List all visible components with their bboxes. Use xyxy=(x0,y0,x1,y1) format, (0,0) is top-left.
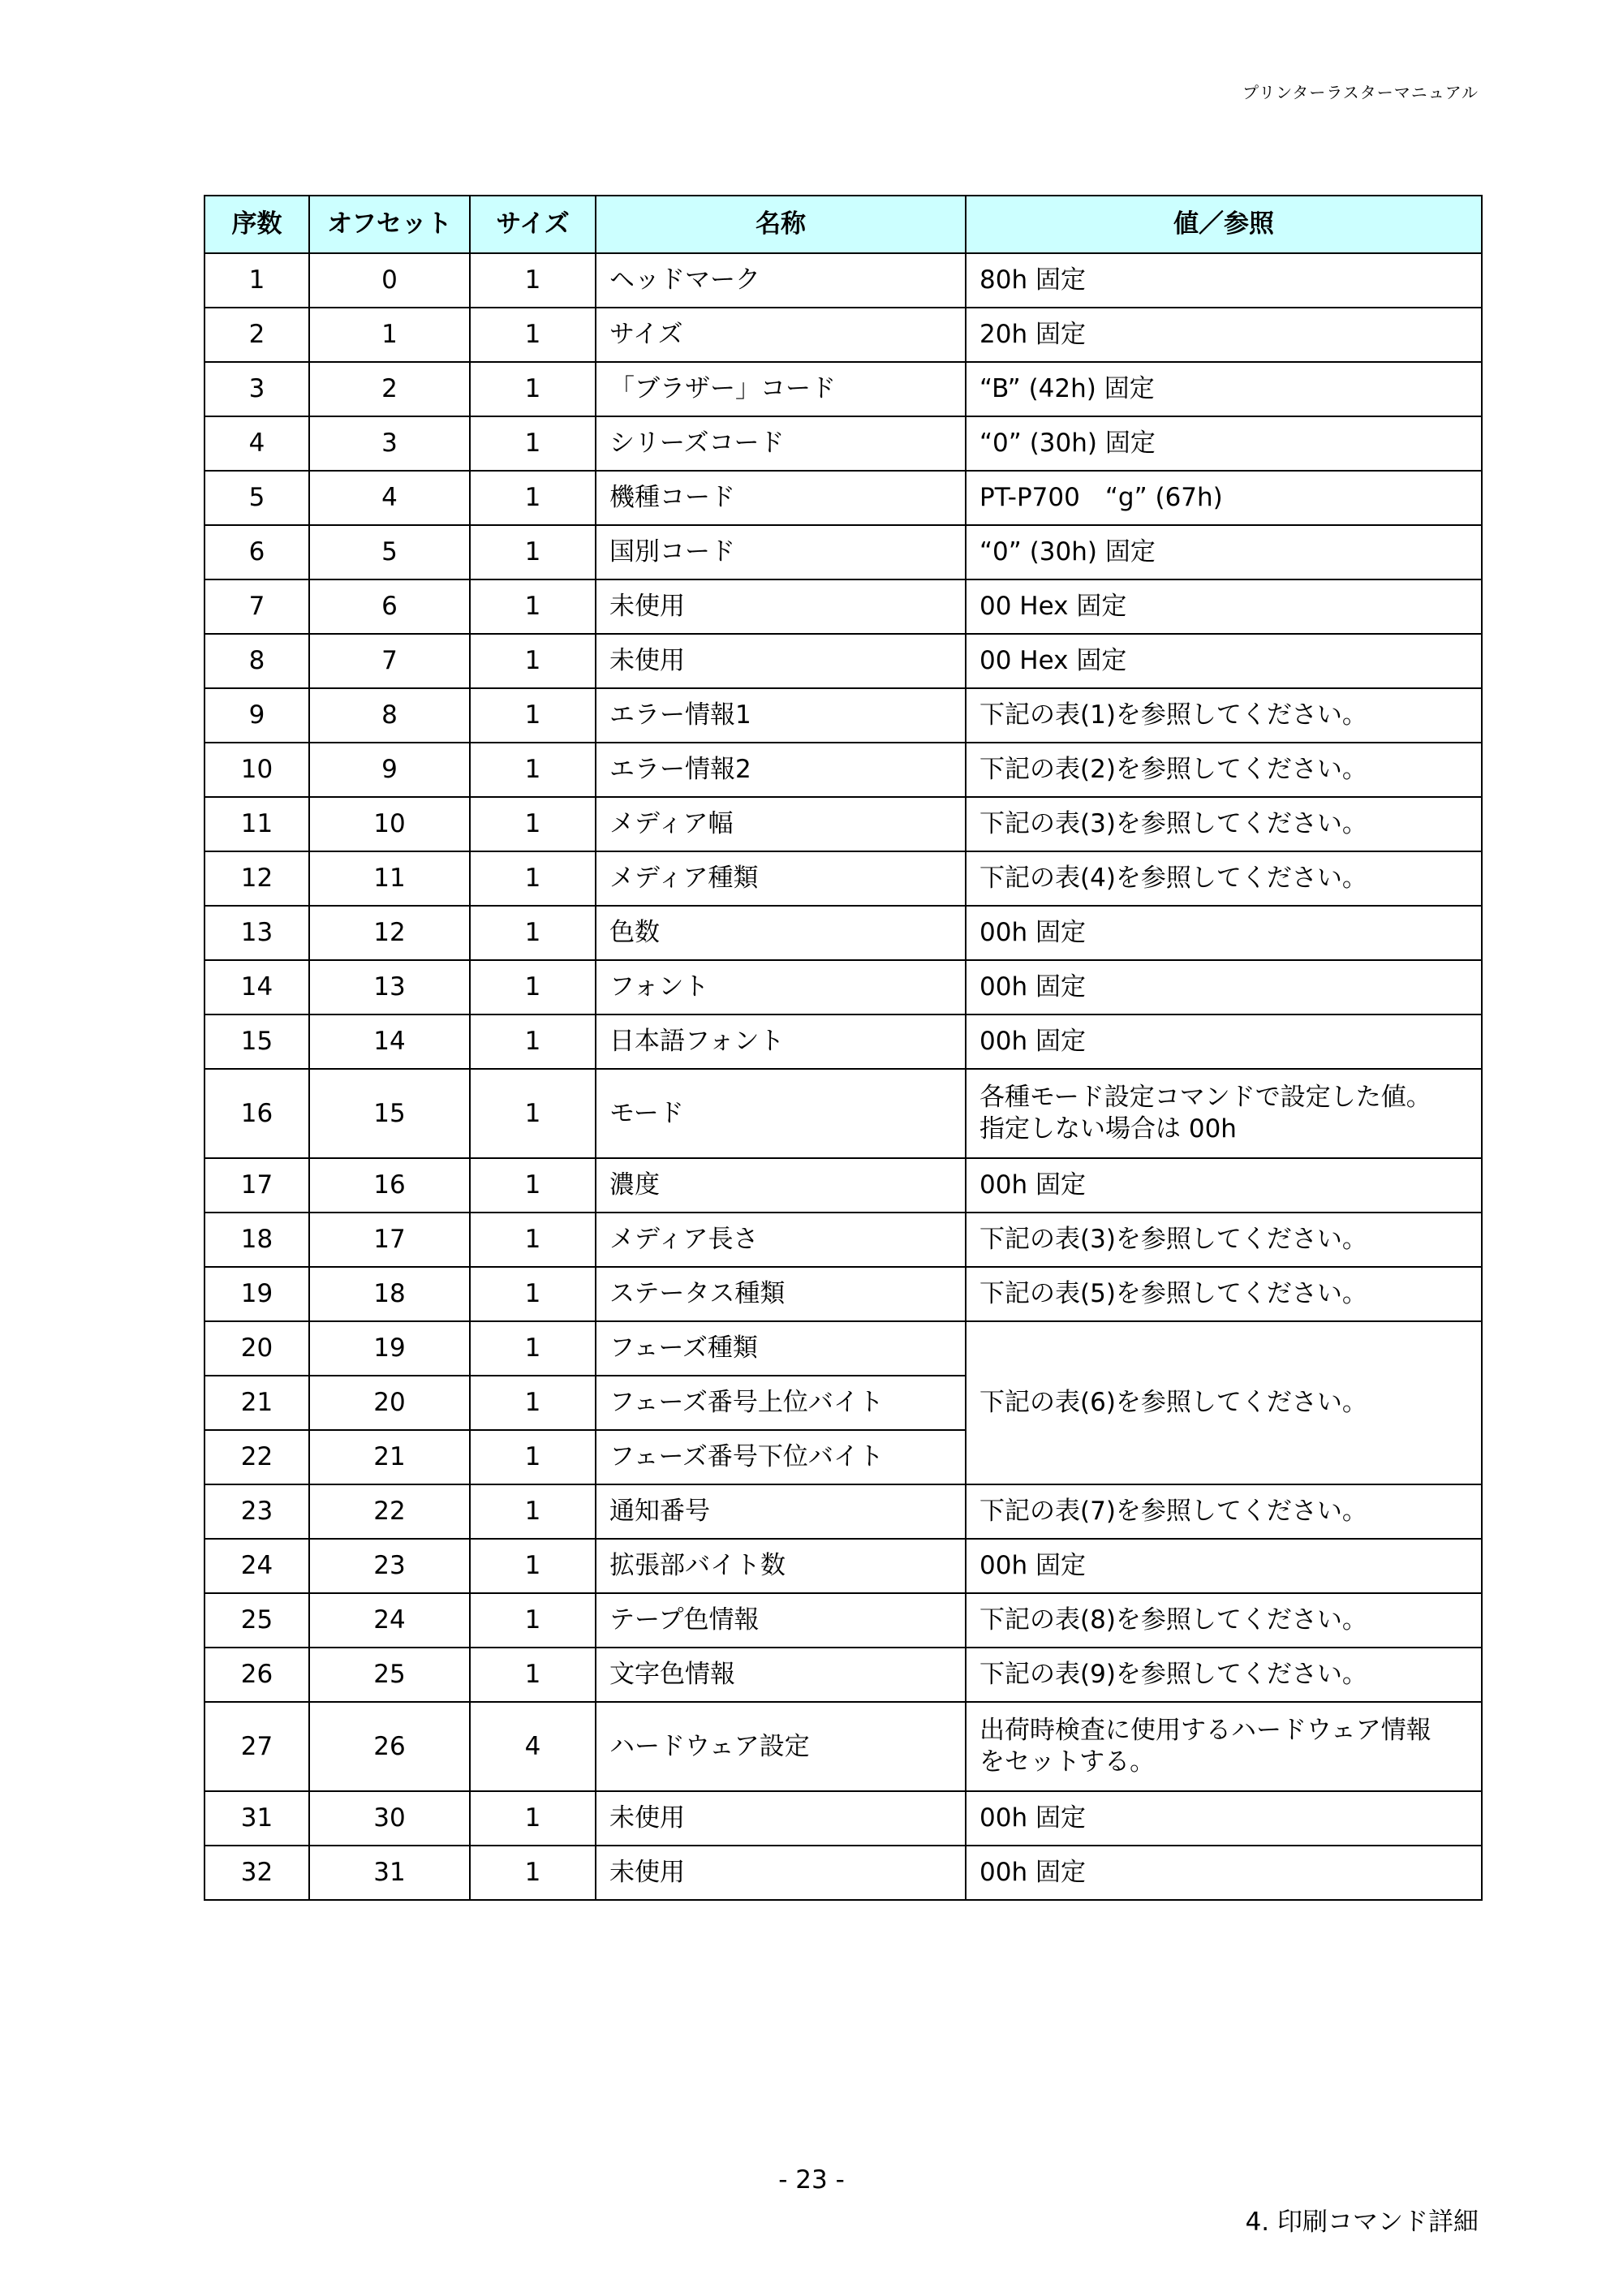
cell-offset: 18 xyxy=(309,1267,470,1321)
cell-name: ステータス種類 xyxy=(596,1267,966,1321)
cell-offset: 30 xyxy=(309,1791,470,1846)
cell-value: 下記の表(3)を参照してください。 xyxy=(966,797,1482,851)
cell-offset: 16 xyxy=(309,1158,470,1213)
table-row xyxy=(204,1539,1482,1593)
cell-size: 1 xyxy=(470,851,596,906)
document-header-title: プリンターラスターマニュアル xyxy=(1242,83,1479,102)
cell-name: 日本語フォント xyxy=(596,1014,966,1069)
cell-value: 下記の表(5)を参照してください。 xyxy=(966,1267,1482,1321)
cell-ordinal: 8 xyxy=(204,634,309,688)
cell-name: 未使用 xyxy=(596,579,966,634)
cell-ordinal: 17 xyxy=(204,1158,309,1213)
cell-size: 1 xyxy=(470,797,596,851)
cell-size: 1 xyxy=(470,1593,596,1648)
cell-offset: 17 xyxy=(309,1213,470,1267)
cell-name: 国別コード xyxy=(596,525,966,579)
cell-ordinal: 18 xyxy=(204,1213,309,1267)
cell-value: 00h 固定 xyxy=(966,1539,1482,1593)
cell-size: 1 xyxy=(470,1014,596,1069)
cell-offset: 13 xyxy=(309,960,470,1014)
cell-size: 1 xyxy=(470,1158,596,1213)
cell-name: 「ブラザー」コード xyxy=(596,362,966,416)
cell-name: メディア長さ xyxy=(596,1213,966,1267)
cell-name: モード xyxy=(596,1069,966,1158)
cell-offset: 19 xyxy=(309,1321,470,1376)
cell-offset: 7 xyxy=(309,634,470,688)
cell-value-merged: 下記の表(6)を参照してください。 xyxy=(966,1321,1482,1484)
table-header-row xyxy=(204,196,1482,253)
cell-offset: 5 xyxy=(309,525,470,579)
cell-offset: 6 xyxy=(309,579,470,634)
table-row xyxy=(204,308,1482,362)
cell-ordinal: 20 xyxy=(204,1321,309,1376)
cell-name: 拡張部バイト数 xyxy=(596,1539,966,1593)
cell-offset: 31 xyxy=(309,1846,470,1900)
table-row xyxy=(204,1484,1482,1539)
table-row xyxy=(204,1846,1482,1900)
table-row xyxy=(204,797,1482,851)
cell-offset: 4 xyxy=(309,471,470,525)
cell-ordinal: 9 xyxy=(204,688,309,743)
cell-offset: 9 xyxy=(309,743,470,797)
cell-value: 20h 固定 xyxy=(966,308,1482,362)
table-row xyxy=(204,851,1482,906)
cell-offset: 25 xyxy=(309,1648,470,1702)
table-row xyxy=(204,416,1482,471)
cell-offset: 15 xyxy=(309,1069,470,1158)
cell-ordinal: 15 xyxy=(204,1014,309,1069)
value-line: 出荷時検査に使用するハードウェア情報 xyxy=(979,1716,1431,1746)
cell-offset: 12 xyxy=(309,906,470,960)
table-row xyxy=(204,471,1482,525)
column-header-ordinal: 序数 xyxy=(204,196,309,253)
cell-value: 00h 固定 xyxy=(966,906,1482,960)
cell-value: 00 Hex 固定 xyxy=(966,579,1482,634)
cell-value: 下記の表(9)を参照してください。 xyxy=(966,1648,1482,1702)
cell-value: “B” (42h) 固定 xyxy=(966,362,1482,416)
cell-size: 1 xyxy=(470,743,596,797)
cell-value: 00 Hex 固定 xyxy=(966,634,1482,688)
cell-name: 未使用 xyxy=(596,634,966,688)
cell-name: ハードウェア設定 xyxy=(596,1702,966,1791)
cell-ordinal: 13 xyxy=(204,906,309,960)
cell-name: メディア種類 xyxy=(596,851,966,906)
cell-size: 1 xyxy=(470,1484,596,1539)
cell-ordinal: 19 xyxy=(204,1267,309,1321)
cell-ordinal: 26 xyxy=(204,1648,309,1702)
cell-value: 00h 固定 xyxy=(966,1158,1482,1213)
cell-name: 色数 xyxy=(596,906,966,960)
cell-size: 1 xyxy=(470,525,596,579)
cell-offset: 3 xyxy=(309,416,470,471)
table-row xyxy=(204,1791,1482,1846)
cell-value: “0” (30h) 固定 xyxy=(966,525,1482,579)
cell-size: 1 xyxy=(470,308,596,362)
cell-ordinal: 11 xyxy=(204,797,309,851)
cell-size: 1 xyxy=(470,1846,596,1900)
cell-name: テープ色情報 xyxy=(596,1593,966,1648)
column-header-size: サイズ xyxy=(470,196,596,253)
cell-name: 濃度 xyxy=(596,1158,966,1213)
cell-name: フェーズ番号上位バイト xyxy=(596,1376,966,1430)
table-row xyxy=(204,1593,1482,1648)
cell-ordinal: 24 xyxy=(204,1539,309,1593)
value-line: 指定しない場合は 00h xyxy=(979,1114,1237,1144)
table-row xyxy=(204,960,1482,1014)
cell-value xyxy=(966,1069,1482,1158)
cell-offset: 20 xyxy=(309,1376,470,1430)
cell-ordinal: 7 xyxy=(204,579,309,634)
cell-ordinal: 12 xyxy=(204,851,309,906)
cell-value: 下記の表(4)を参照してください。 xyxy=(966,851,1482,906)
cell-size: 1 xyxy=(470,1267,596,1321)
cell-size: 1 xyxy=(470,416,596,471)
cell-offset: 11 xyxy=(309,851,470,906)
table-row xyxy=(204,1069,1482,1158)
cell-value: 00h 固定 xyxy=(966,960,1482,1014)
cell-ordinal: 27 xyxy=(204,1702,309,1791)
cell-offset: 26 xyxy=(309,1702,470,1791)
cell-size: 4 xyxy=(470,1702,596,1791)
table-row xyxy=(204,1267,1482,1321)
cell-name: 通知番号 xyxy=(596,1484,966,1539)
table-row xyxy=(204,1014,1482,1069)
cell-value: 下記の表(3)を参照してください。 xyxy=(966,1213,1482,1267)
cell-offset: 22 xyxy=(309,1484,470,1539)
cell-offset: 24 xyxy=(309,1593,470,1648)
column-header-name: 名称 xyxy=(596,196,966,253)
cell-size: 1 xyxy=(470,1213,596,1267)
cell-size: 1 xyxy=(470,960,596,1014)
cell-ordinal: 25 xyxy=(204,1593,309,1648)
table-row xyxy=(204,1702,1482,1791)
table-row xyxy=(204,1158,1482,1213)
cell-name: ヘッドマーク xyxy=(596,253,966,308)
cell-name: 未使用 xyxy=(596,1846,966,1900)
cell-size: 1 xyxy=(470,1069,596,1158)
cell-ordinal: 6 xyxy=(204,525,309,579)
cell-size: 1 xyxy=(470,688,596,743)
cell-offset: 1 xyxy=(309,308,470,362)
cell-value: 00h 固定 xyxy=(966,1791,1482,1846)
cell-value: 下記の表(1)を参照してください。 xyxy=(966,688,1482,743)
cell-value: 80h 固定 xyxy=(966,253,1482,308)
cell-value: 00h 固定 xyxy=(966,1014,1482,1069)
table-row xyxy=(204,525,1482,579)
cell-ordinal: 14 xyxy=(204,960,309,1014)
table-row xyxy=(204,1213,1482,1267)
cell-ordinal: 2 xyxy=(204,308,309,362)
cell-offset: 10 xyxy=(309,797,470,851)
cell-size: 1 xyxy=(470,579,596,634)
cell-size: 1 xyxy=(470,1648,596,1702)
cell-size: 1 xyxy=(470,634,596,688)
cell-name: 未使用 xyxy=(596,1791,966,1846)
cell-ordinal: 5 xyxy=(204,471,309,525)
cell-offset: 23 xyxy=(309,1539,470,1593)
cell-size: 1 xyxy=(470,906,596,960)
table-row xyxy=(204,1648,1482,1702)
status-info-table xyxy=(204,195,1483,1901)
cell-ordinal: 21 xyxy=(204,1376,309,1430)
cell-name: メディア幅 xyxy=(596,797,966,851)
cell-offset: 21 xyxy=(309,1430,470,1484)
cell-size: 1 xyxy=(470,362,596,416)
cell-name: フェーズ番号下位バイト xyxy=(596,1430,966,1484)
table-row xyxy=(204,688,1482,743)
cell-value xyxy=(966,1702,1482,1791)
cell-size: 1 xyxy=(470,1791,596,1846)
cell-size: 1 xyxy=(470,253,596,308)
table-row xyxy=(204,362,1482,416)
cell-size: 1 xyxy=(470,1321,596,1376)
cell-ordinal: 4 xyxy=(204,416,309,471)
table-row xyxy=(204,906,1482,960)
cell-size: 1 xyxy=(470,1376,596,1430)
cell-ordinal: 1 xyxy=(204,253,309,308)
value-line: をセットする。 xyxy=(979,1747,1156,1777)
cell-ordinal: 31 xyxy=(204,1791,309,1846)
cell-ordinal: 10 xyxy=(204,743,309,797)
cell-value: PT-P700 “g” (67h) xyxy=(966,471,1482,525)
table-row xyxy=(204,743,1482,797)
cell-ordinal: 3 xyxy=(204,362,309,416)
cell-offset: 0 xyxy=(309,253,470,308)
cell-ordinal: 16 xyxy=(204,1069,309,1158)
page-number: - 23 - xyxy=(778,2165,845,2195)
cell-name: サイズ xyxy=(596,308,966,362)
cell-name: 文字色情報 xyxy=(596,1648,966,1702)
cell-name: エラー情報2 xyxy=(596,743,966,797)
cell-value: 00h 固定 xyxy=(966,1846,1482,1900)
cell-offset: 14 xyxy=(309,1014,470,1069)
value-line: 各種モード設定コマンドで設定した値。 xyxy=(979,1083,1431,1113)
cell-offset: 2 xyxy=(309,362,470,416)
cell-value: 下記の表(8)を参照してください。 xyxy=(966,1593,1482,1648)
cell-name: 機種コード xyxy=(596,471,966,525)
cell-name: フェーズ種類 xyxy=(596,1321,966,1376)
column-header-value: 値／参照 xyxy=(966,196,1482,253)
cell-size: 1 xyxy=(470,471,596,525)
column-header-offset: オフセット xyxy=(309,196,470,253)
table-row xyxy=(204,1321,1482,1376)
table-row xyxy=(204,634,1482,688)
cell-name: シリーズコード xyxy=(596,416,966,471)
cell-ordinal: 32 xyxy=(204,1846,309,1900)
cell-value: “0” (30h) 固定 xyxy=(966,416,1482,471)
table-row xyxy=(204,579,1482,634)
cell-size: 1 xyxy=(470,1539,596,1593)
cell-value: 下記の表(2)を参照してください。 xyxy=(966,743,1482,797)
cell-ordinal: 23 xyxy=(204,1484,309,1539)
cell-ordinal: 22 xyxy=(204,1430,309,1484)
cell-name: エラー情報1 xyxy=(596,688,966,743)
cell-size: 1 xyxy=(470,1430,596,1484)
cell-value: 下記の表(7)を参照してください。 xyxy=(966,1484,1482,1539)
footer-section-title: 4. 印刷コマンド詳細 xyxy=(1245,2208,1479,2237)
table-row xyxy=(204,253,1482,308)
cell-offset: 8 xyxy=(309,688,470,743)
cell-name: フォント xyxy=(596,960,966,1014)
